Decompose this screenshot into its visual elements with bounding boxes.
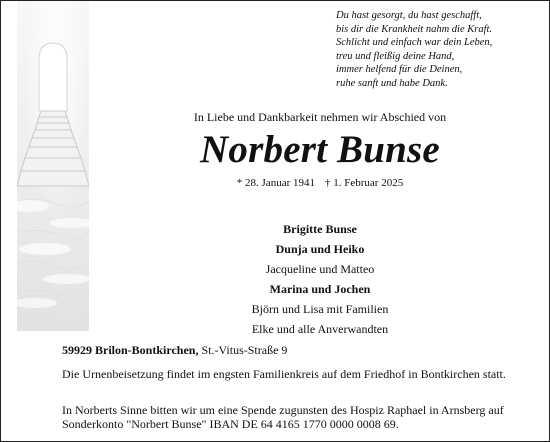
life-dates	[91, 177, 549, 189]
farewell-intro: In Liebe und Dankbarkeit nehmen wir Abschied von	[193, 110, 447, 124]
stairway-illustration	[17, 1, 89, 331]
mourners-list	[91, 219, 549, 339]
mourner-line: Dunja und Heiko	[275, 242, 365, 256]
stairway-to-light-image	[17, 1, 89, 331]
poem-line: immer helfend für die Deinen,	[336, 64, 463, 76]
contact-address	[62, 343, 287, 358]
poem-line: Du hast gesorgt, du hast geschafft,	[336, 10, 482, 21]
mourner-line: Marina und Jochen	[269, 282, 371, 296]
mourner-line: Jacqueline und Matteo	[265, 262, 375, 276]
poem-line: ruhe sanft und habe Dank.	[336, 77, 448, 89]
mourner-line: Brigitte Bunse	[283, 222, 357, 236]
donation-note: In Norberts Sinne bitten wir um eine Spende zugunsten des Hospiz Raphael in Arnsberg auf Sonderkonto "Norbert Bunse" IBAN DE 64 4165 1770 0000 0008 69.	[62, 403, 504, 431]
mourner-line: Björn und Lisa mit Familien	[251, 302, 389, 316]
burial-note: Die Urnenbeisetzung findet im engsten Familienkreis auf dem Friedhof in Bontkirchen statt.	[62, 367, 506, 381]
deceased-name: Norbert Bunse	[200, 128, 440, 171]
death-date: † 1. Februar 2025	[325, 177, 404, 189]
address-street: St.-Vitus-Straße 9	[201, 343, 288, 357]
mourner-line: Elke und alle Anverwandten	[251, 322, 389, 336]
poem	[336, 9, 546, 91]
poem-line: Schlicht und einfach war dein Leben,	[336, 37, 493, 49]
address-city: 59929 Brilon-Bontkirchen,	[62, 343, 199, 357]
birth-date: * 28. Januar 1941	[236, 177, 315, 189]
poem-line: bis dir die Krankheit nahm die Kraft.	[336, 23, 493, 35]
poem-line: treu und fleißig deine Hand,	[336, 50, 455, 62]
